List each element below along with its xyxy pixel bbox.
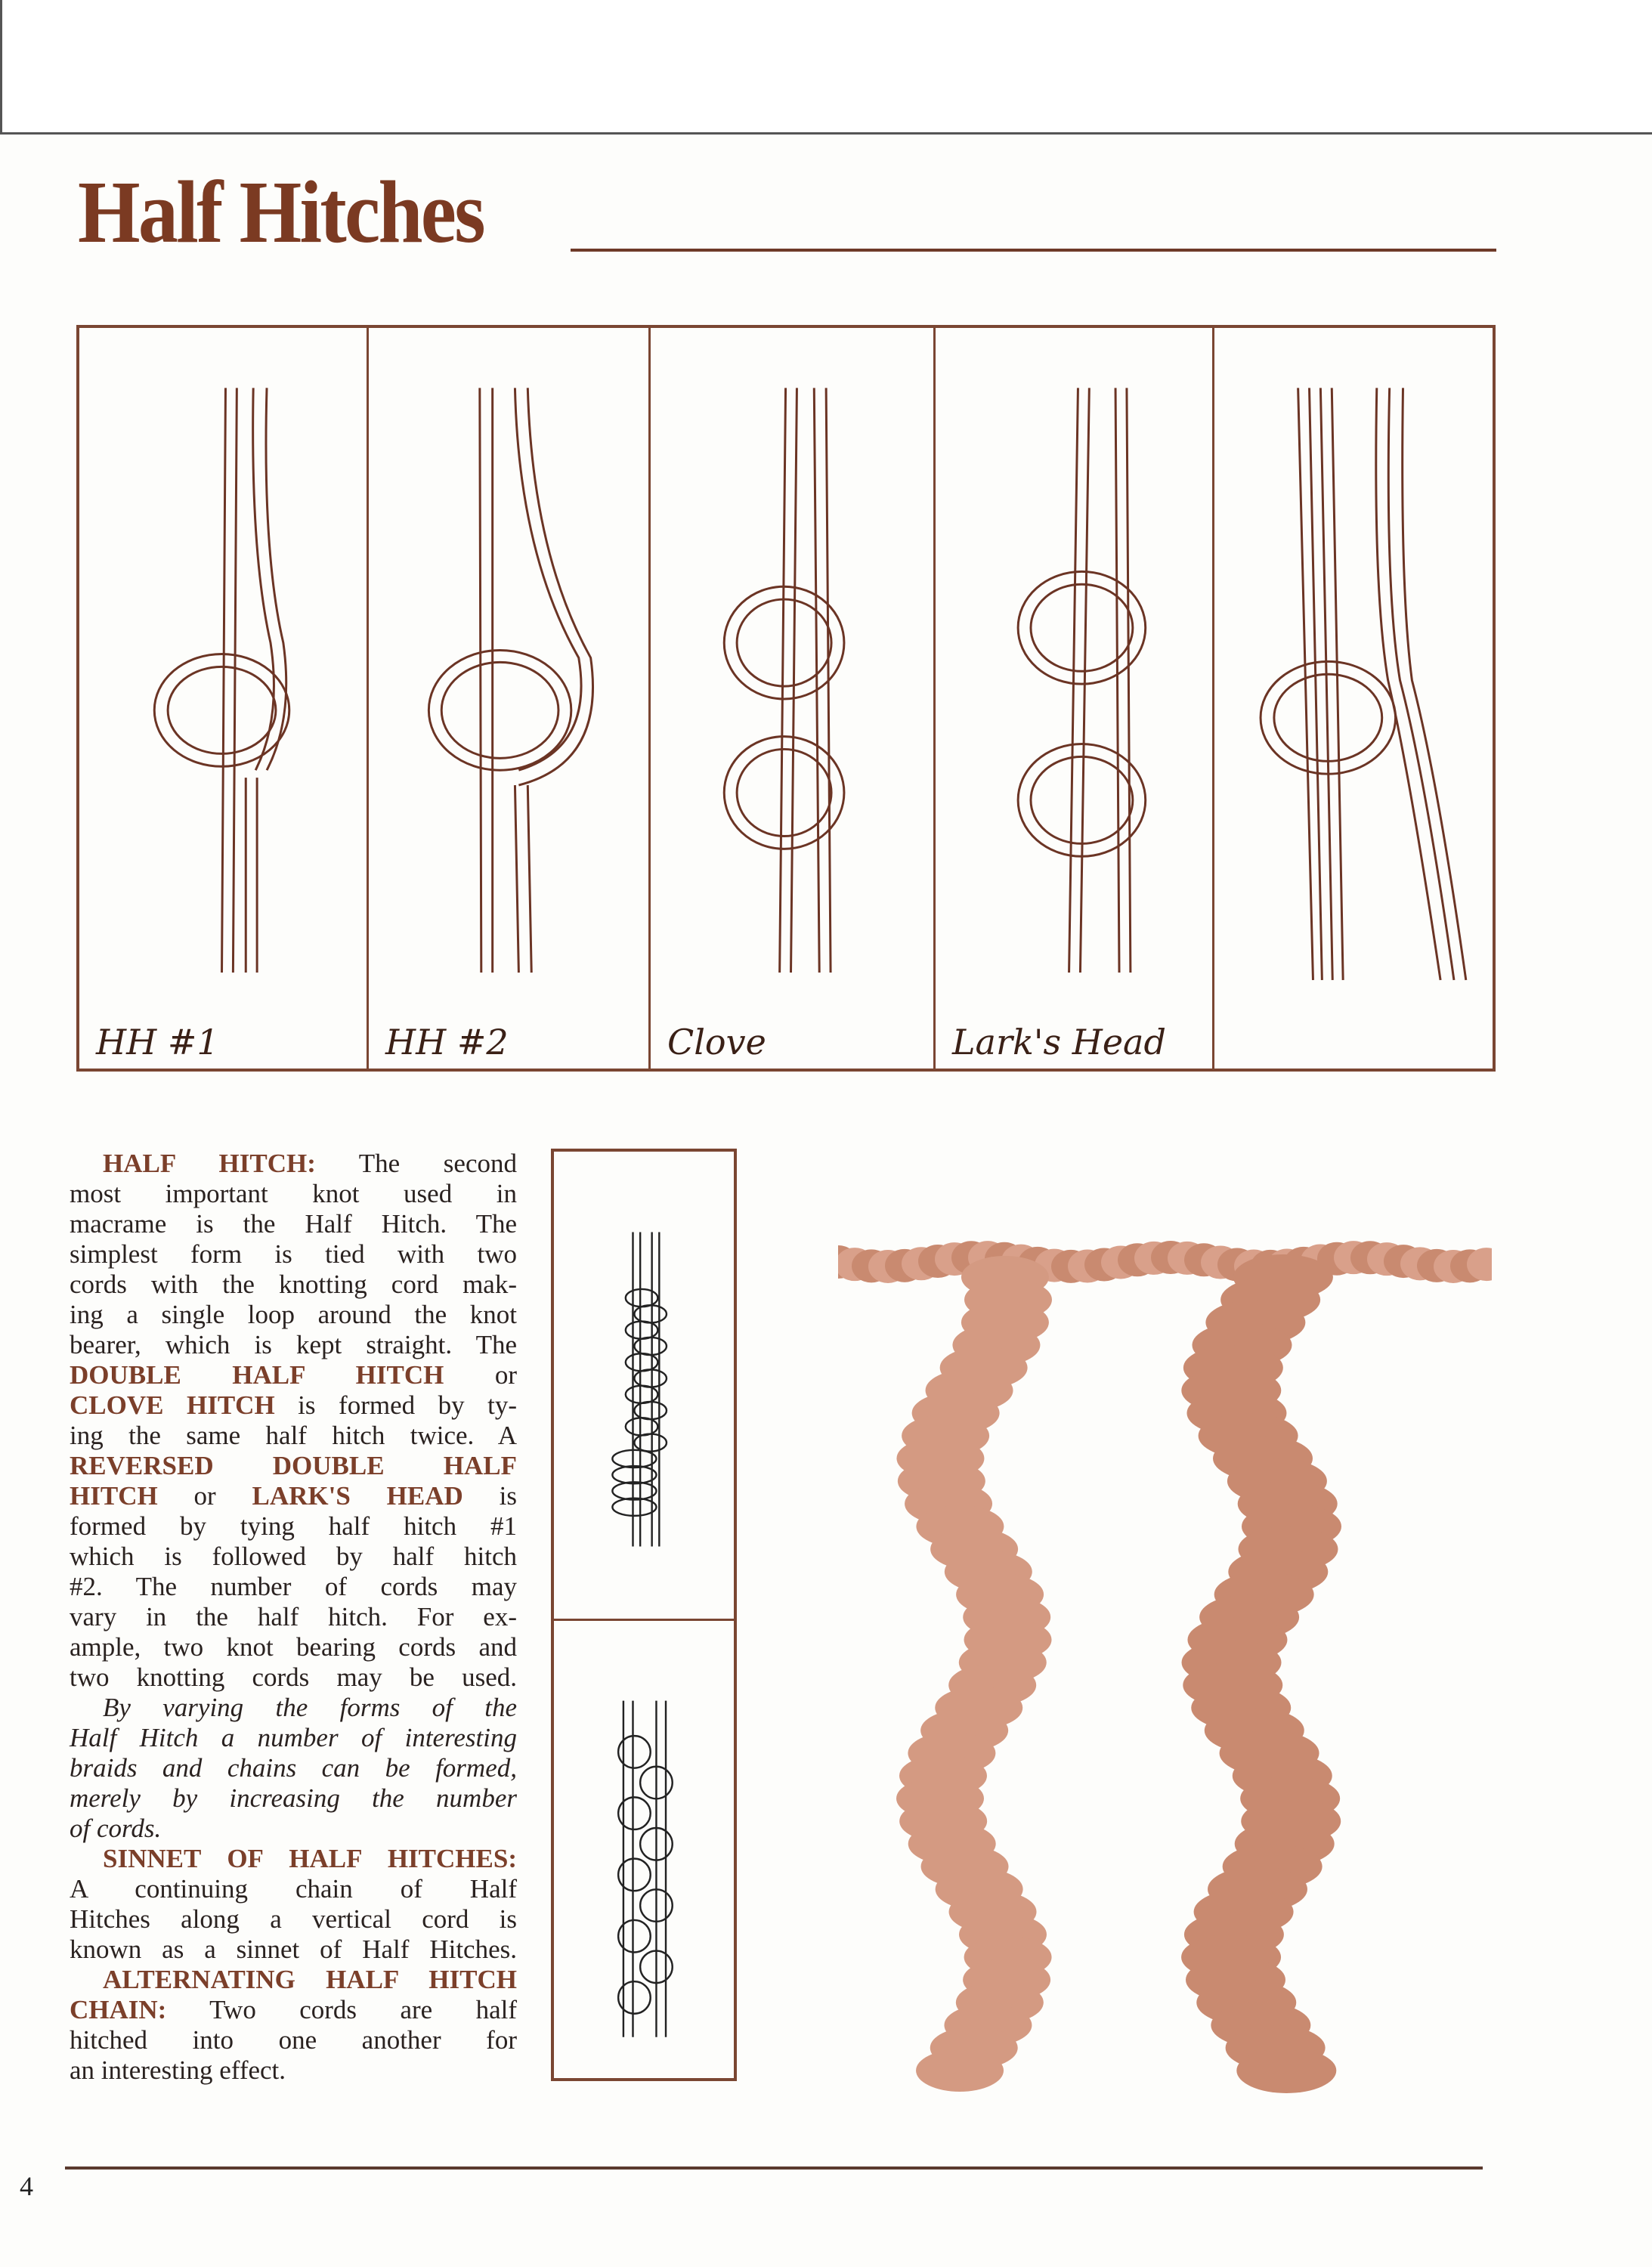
footer-rule: [65, 2166, 1483, 2170]
panel-label: HH #1: [96, 1022, 219, 1062]
text-run: A continuing chain of Half: [70, 1874, 517, 1904]
text-run: which is followed by half hitch: [70, 1542, 517, 1571]
text-line: [70, 1753, 517, 1783]
sinnet-diagram-box: [551, 1149, 737, 2081]
text-run: formed by tying half hitch #1: [70, 1511, 517, 1541]
text-line: [70, 1723, 517, 1753]
text-run: The second: [315, 1149, 517, 1178]
text-line: [70, 1542, 517, 1572]
text-run: macrame is the Half Hitch. The: [70, 1209, 517, 1239]
text-line: [70, 1421, 517, 1451]
text-line: [70, 2025, 517, 2055]
text-run: of cords.: [70, 1814, 162, 1843]
text-line: [70, 1995, 517, 2025]
text-run: By varying the forms of the: [103, 1693, 517, 1722]
panel-label: Clove: [667, 1022, 766, 1062]
text-run: simplest form is tied with two: [70, 1239, 517, 1269]
text-run: is: [462, 1481, 517, 1511]
panel-larks-head: [936, 328, 1214, 1069]
multi-cord-half-hitch-illustration: [1214, 328, 1499, 1069]
text-line: [70, 1814, 517, 1844]
half-hitch-2-illustration: [369, 328, 648, 1069]
knot-term: REVERSED DOUBLE HALF: [70, 1451, 517, 1480]
text-line: [70, 1179, 517, 1209]
panel-hh1: [79, 328, 369, 1069]
text-run: braids and chains can be formed,: [70, 1753, 517, 1783]
knot-term: HALF HITCH:: [103, 1149, 316, 1178]
half-hitch-1-illustration: [79, 328, 367, 1069]
knot-term: ALTERNATING HALF HITCH: [103, 1965, 517, 1994]
text-line: [70, 1300, 517, 1330]
panel-hh2: [369, 328, 651, 1069]
text-run: Half Hitch a number of interesting: [70, 1723, 517, 1752]
text-run: is formed by ty-: [274, 1390, 518, 1420]
text-line: [70, 1904, 517, 1935]
clove-hitch-illustration: [651, 328, 933, 1069]
larks-head-illustration: [936, 328, 1212, 1069]
text-run: vary in the half hitch. For ex-: [70, 1602, 517, 1631]
scanner-margin: [0, 0, 1652, 135]
text-line: [70, 1602, 517, 1632]
text-line: [70, 1360, 517, 1390]
knot-term: SINNET OF HALF HITCHES:: [103, 1844, 517, 1873]
knot-term: DOUBLE HALF HITCH: [70, 1360, 444, 1390]
text-run: known as a sinnet of Half Hitches.: [70, 1935, 517, 1964]
text-line: [70, 1390, 517, 1421]
text-run: Two cords are half: [166, 1995, 517, 2024]
text-line: [70, 1239, 517, 1270]
text-line: [70, 1874, 517, 1904]
text-run: #2. The number of cords may: [70, 1572, 517, 1601]
text-line: [70, 1481, 517, 1511]
scanner-edge: [0, 0, 2, 132]
text-line: [70, 1270, 517, 1300]
knot-diagram-strip: [76, 325, 1496, 1072]
panel-label: HH #2: [385, 1022, 509, 1062]
knot-term: CLOVE HITCH: [70, 1390, 275, 1420]
text-run: an interesting effect.: [70, 2055, 286, 2085]
text-run: two knotting cords may be used.: [70, 1662, 517, 1692]
text-run: or: [157, 1481, 252, 1511]
text-line: [70, 1451, 517, 1481]
text-line: [70, 1783, 517, 1814]
title-rule: [571, 249, 1496, 252]
panel-clove: [651, 328, 936, 1069]
macrame-rope-photo: [838, 1217, 1492, 2093]
panel-label: Lark's Head: [952, 1022, 1166, 1062]
text-run: ample, two knot bearing cords and: [70, 1632, 517, 1662]
text-line: [70, 1209, 517, 1239]
knot-term: HITCH: [70, 1481, 158, 1511]
text-run: or: [444, 1360, 517, 1390]
text-run: bearer, which is kept straight. The: [70, 1330, 517, 1359]
text-run: ing a single loop around the knot: [70, 1300, 517, 1329]
text-line: [70, 1965, 517, 1995]
text-run: Hitches along a vertical cord is: [70, 1904, 517, 1934]
text-line: [70, 2055, 517, 2086]
text-line: [70, 1149, 517, 1179]
alternating-half-hitch-chain-illustration: [554, 1620, 734, 2081]
text-run: merely by increasing the number: [70, 1783, 517, 1813]
text-line: [70, 1935, 517, 1965]
page-title: Half Hitches: [78, 162, 484, 261]
body-text: [70, 1149, 517, 2086]
text-line: [70, 1330, 517, 1360]
text-line: [70, 1572, 517, 1602]
text-line: [70, 1632, 517, 1662]
knot-term: LARK'S HEAD: [252, 1481, 463, 1511]
text-run: hitched into one another for: [70, 2025, 517, 2055]
knot-term: CHAIN:: [70, 1995, 167, 2024]
text-line: [70, 1844, 517, 1874]
text-line: [70, 1662, 517, 1693]
panel-multi-cord: [1214, 328, 1499, 1069]
text-run: cords with the knotting cord mak-: [70, 1270, 517, 1299]
text-run: most important knot used in: [70, 1179, 517, 1208]
sinnet-of-half-hitches-illustration: [554, 1152, 734, 1605]
text-run: ing the same half hitch twice. A: [70, 1421, 517, 1450]
page-number: 4: [20, 2171, 33, 2201]
text-line: [70, 1693, 517, 1723]
text-line: [70, 1511, 517, 1542]
